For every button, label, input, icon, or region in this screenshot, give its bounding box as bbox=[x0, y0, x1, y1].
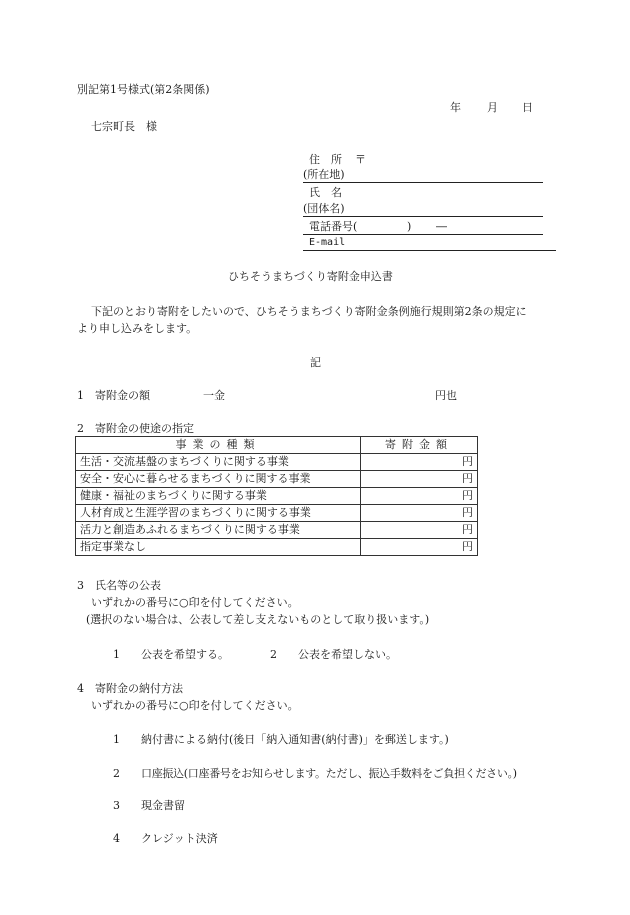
group-label: (団体名) bbox=[303, 202, 345, 215]
address-label: 住 所 bbox=[309, 153, 342, 166]
addressee: 七宗町長 様 bbox=[91, 120, 157, 133]
project-name: 安全・安心に暮らせるまちづくりに関する事業 bbox=[76, 471, 361, 488]
amount-cell[interactable]: 円 bbox=[361, 539, 478, 556]
phone-dash: ― bbox=[436, 220, 447, 233]
publish-option-1-number[interactable]: 1 bbox=[113, 648, 120, 661]
phone-paren-close: ) bbox=[407, 220, 412, 233]
phone-underline bbox=[303, 234, 543, 235]
address-underline bbox=[303, 182, 543, 183]
publish-option-1-label: 公表を希望する。 bbox=[141, 648, 229, 661]
table-row bbox=[76, 522, 478, 539]
project-name: 指定事業なし bbox=[76, 539, 361, 556]
publish-option-2-number[interactable]: 2 bbox=[270, 648, 277, 661]
section4-instruction: いずれかの番号に○印を付してください。 bbox=[91, 699, 299, 712]
table-row bbox=[76, 454, 478, 471]
payment-option-3-number[interactable]: 3 bbox=[113, 799, 120, 812]
payment-option-2-number[interactable]: 2 bbox=[113, 767, 120, 780]
yen-nari-label: 円也 bbox=[435, 389, 457, 402]
section1-heading: 1 寄附金の額 bbox=[77, 389, 150, 402]
amount-cell[interactable]: 円 bbox=[361, 454, 478, 471]
form-number: 別記第1号様式(第2条関係) bbox=[77, 83, 210, 96]
location-label: (所在地) bbox=[303, 168, 345, 181]
header-project-type: 事業の種類 bbox=[76, 437, 361, 454]
donation-use-table bbox=[75, 436, 478, 556]
table-row bbox=[76, 488, 478, 505]
amount-cell[interactable]: 円 bbox=[361, 488, 478, 505]
payment-option-2-label: 口座振込(口座番号をお知らせします。ただし、振込手数料をご負担ください。) bbox=[141, 767, 517, 780]
email-label: E-mail bbox=[309, 237, 346, 248]
header-donation-amount: 寄附金額 bbox=[361, 437, 478, 454]
phone-label: 電話番号( bbox=[309, 220, 358, 233]
section3-instruction: いずれかの番号に○印を付してください。 bbox=[91, 596, 299, 609]
intro-line-2: より申し込みをします。 bbox=[77, 322, 198, 335]
project-name: 人材育成と生涯学習のまちづくりに関する事業 bbox=[76, 505, 361, 522]
document-title: ひちそうまちづくり寄附金申込書 bbox=[228, 270, 393, 283]
section3-note: (選択のない場合は、公表して差し支えないものとして取り扱います。) bbox=[86, 613, 430, 626]
publish-option-2-label: 公表を希望しない。 bbox=[298, 648, 397, 661]
postal-mark: 〒 bbox=[355, 153, 366, 166]
table-row bbox=[76, 539, 478, 556]
section2-heading: 2 寄附金の使途の指定 bbox=[77, 422, 194, 435]
date-year-label: 年 bbox=[450, 101, 461, 114]
project-name: 健康・福祉のまちづくりに関する事業 bbox=[76, 488, 361, 505]
project-name: 活力と創造あふれるまちづくりに関する事業 bbox=[76, 522, 361, 539]
amount-cell[interactable]: 円 bbox=[361, 471, 478, 488]
payment-option-3-label: 現金書留 bbox=[141, 799, 185, 812]
payment-option-1-number[interactable]: 1 bbox=[113, 733, 120, 746]
section4-heading: 4 寄附金の納付方法 bbox=[77, 682, 183, 695]
ki-marker: 記 bbox=[310, 356, 321, 369]
payment-option-4-label: クレジット決済 bbox=[141, 832, 218, 845]
name-underline bbox=[303, 216, 543, 217]
ichikin-label: 一金 bbox=[203, 389, 225, 402]
amount-cell[interactable]: 円 bbox=[361, 522, 478, 539]
name-label: 氏 名 bbox=[309, 186, 342, 199]
payment-option-1-label: 納付書による納付(後日「納入通知書(納付書)」を郵送します。) bbox=[141, 733, 449, 746]
table-row bbox=[76, 505, 478, 522]
table-row bbox=[76, 471, 478, 488]
date-month-label: 月 bbox=[487, 101, 498, 114]
payment-option-4-number[interactable]: 4 bbox=[113, 832, 120, 845]
table-header-row bbox=[76, 437, 478, 454]
date-day-label: 日 bbox=[522, 101, 533, 114]
amount-cell[interactable]: 円 bbox=[361, 505, 478, 522]
section3-heading: 3 氏名等の公表 bbox=[77, 579, 161, 592]
intro-line-1: 下記のとおり寄附をしたいので、ひちそうまちづくり寄附金条例施行規則第2条の規定に bbox=[91, 305, 527, 318]
project-name: 生活・交流基盤のまちづくりに関する事業 bbox=[76, 454, 361, 471]
email-underline bbox=[303, 250, 556, 251]
